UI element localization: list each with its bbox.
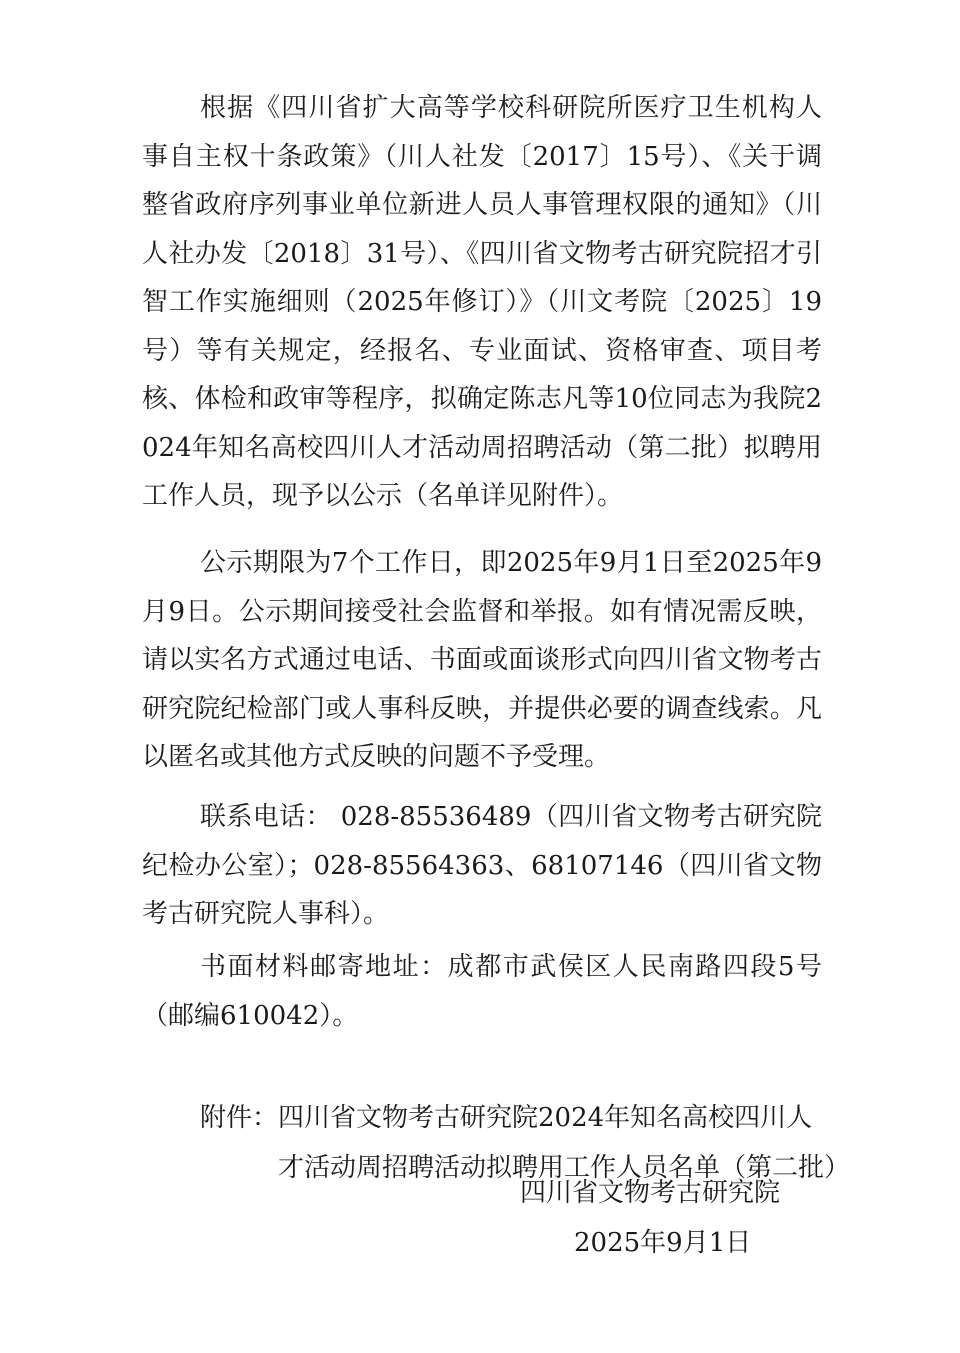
signature-organization: 四川省文物考古研究院 xyxy=(520,1178,781,1208)
attachment-label: 附件： xyxy=(200,1103,279,1133)
notice-paragraph-period: 公示期限为7个工作日，即2025年9月1日至2025年9月9日。公示期间接受社会监督和举报。如有情况需反映，请以实名方式通过电话、书面或面谈形式向四川省文物考古研究院纪检部门或人事科反映，并提供必要的调查线索。凡以匿名或其他方式反映的问题不予受理。 xyxy=(142,548,822,772)
attachment-title-line-2: 才活动周招聘活动拟聘用工作人员名单（第二批） xyxy=(278,1153,851,1183)
notice-paragraph-mailing-address: 书面材料邮寄地址：成都市武侯区人民南路四段5号（邮编610042）。 xyxy=(142,952,822,1031)
notice-paragraph-contact-phone: 联系电话： 028-85536489（四川省文物考古研究院纪检办公室）；028-85564363、68107146（四川省文物考古研究院人事科）。 xyxy=(142,802,822,929)
attachment-title-line-1: 四川省文物考古研究院2024年知名高校四川人 xyxy=(278,1103,813,1133)
notice-paragraph-basis: 根据《四川省扩大高等学校科研院所医疗卫生机构人事自主权十条政策》（川人社发〔2017〕15号）、《关于调整省政府序列事业单位新进人员人事管理权限的通知》（川人社办发〔2018〕31号）、《四川省文物考古研究院招才引智工作实施细则（2025年修订）》（川文考院〔2025〕19号）等有关规定，经报名、专业面试、资格审查、项目考核、体检和政审等程序，拟确定陈志凡等10位同志为我院2024年知名高校四川人才活动周招聘活动（第二批）拟聘用工作人员，现予以公示（名单详见附件）。 xyxy=(142,93,822,511)
signature-date: 2025年9月1日 xyxy=(574,1228,752,1258)
